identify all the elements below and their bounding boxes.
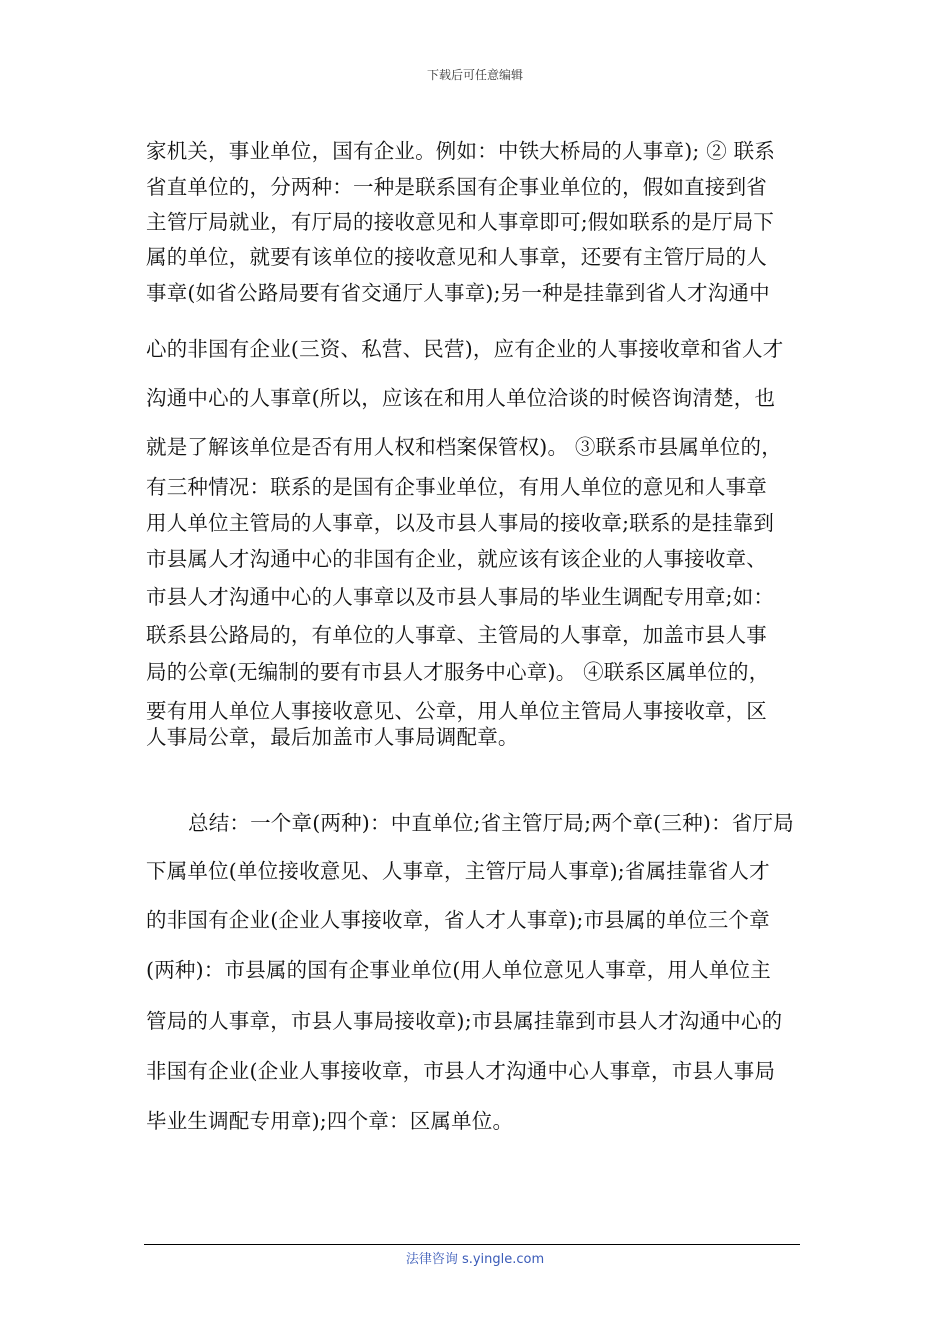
- text-line: 就是了解该单位是否有用人权和档案保管权)。 ③联系市县属单位的，: [146, 435, 782, 459]
- text-line: 非国有企业(企业人事接收章，市县人才沟通中心人事章，市县人事局: [146, 1059, 776, 1083]
- text-line: 属的单位，就要有该单位的接收意见和人事章，还要有主管厅局的人: [146, 245, 767, 269]
- text-line: 市县属人才沟通中心的非国有企业，就应该有该企业的人事接收章、: [146, 547, 767, 571]
- text-line: 家机关，事业单位，国有企业。例如：中铁大桥局的人事章); ② 联系: [146, 139, 776, 163]
- text-line: 市县人才沟通中心的人事章以及市县人事局的毕业生调配专用章;如：: [146, 585, 775, 609]
- text-line: 下属单位(单位接收意见、人事章，主管厅局人事章);省属挂靠省人才: [146, 859, 770, 883]
- text-line: 沟通中心的人事章(所以，应该在和用人单位洽谈的时候咨询清楚，也: [146, 386, 776, 410]
- text-line: 事章(如省公路局要有省交通厅人事章);另一种是挂靠到省人才沟通中: [146, 281, 770, 305]
- footer-link[interactable]: 法律咨询 s.yingle.com: [405, 1252, 545, 1267]
- text-line: 管局的人事章，市县人事局接收章);市县属挂靠到市县人才沟通中心的: [146, 1009, 783, 1033]
- text-line: 有三种情况：联系的是国有企事业单位，有用人单位的意见和人事章: [146, 475, 767, 499]
- text-line: 用人单位主管局的人事章，以及市县人事局的接收章;联系的是挂靠到: [146, 511, 775, 535]
- text-line: 主管厅局就业，有厅局的接收意见和人事章即可;假如联系的是厅局下: [146, 210, 775, 234]
- text-line: (两种)：市县属的国有企事业单位(用人单位意见人事章，用人单位主: [146, 958, 771, 982]
- page-header: 下载后可任意编辑: [426, 68, 523, 82]
- text-line: 心的非国有企业(三资、私营、民营)，应有企业的人事接收章和省人才: [146, 337, 784, 361]
- text-line: 要有用人单位人事接收意见、公章，用人单位主管局人事接收章，区: [146, 699, 767, 723]
- footer-divider: [144, 1244, 800, 1245]
- text-line: 毕业生调配专用章);四个章：区属单位。: [146, 1109, 514, 1133]
- text-line: 联系县公路局的，有单位的人事章、主管局的人事章，加盖市县人事: [146, 623, 767, 647]
- text-line: 局的公章(无编制的要有市县人才服务中心章)。 ④联系区属单位的，: [146, 660, 770, 684]
- text-line: 总结：一个章(两种)：中直单位;省主管厅局;两个章(三种)：省厅局: [188, 811, 794, 835]
- text-line: 人事局公章，最后加盖市人事局调配章。: [146, 725, 519, 749]
- text-line: 的非国有企业(企业人事接收章，省人才人事章);市县属的单位三个章: [146, 908, 770, 932]
- text-line: 省直单位的，分两种：一种是联系国有企事业单位的，假如直接到省: [146, 175, 767, 199]
